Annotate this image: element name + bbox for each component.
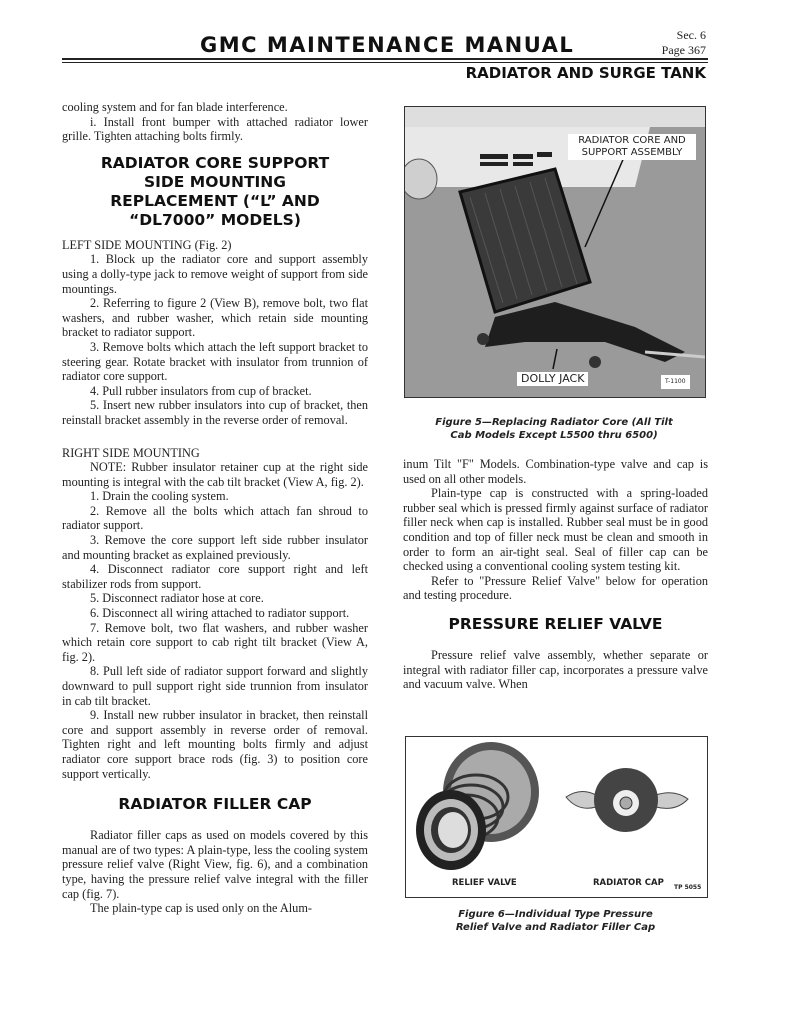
step: 1. Drain the cooling system. xyxy=(90,489,229,504)
step: 1. Block up the radiator core and support assembly using a dolly-type jack to remove weight of support from side mountings. xyxy=(62,252,368,296)
header-rule-thin xyxy=(62,62,708,63)
step: 2. Remove all the bolts which attach fan shroud to radiator support. xyxy=(62,503,368,533)
step: 9. Install new rubber insulator in bracket, then reinstall core and support assembly in reverse order of removal. Tighten right and left mounting bolts firmly and adjust radiator core support brace rods (fig. 3) to position core support vertically. xyxy=(62,708,368,781)
step: 7. Remove bolt, two flat washers, and rubber washer which retain core support to cab right tilt bracket (View A, fig. 2). xyxy=(62,620,368,664)
section-heading: RADIATOR CORE SUPPORT SIDE MOUNTING REPLACEMENT (“L” AND “DL7000” MODELS) xyxy=(100,153,330,229)
paragraph: Pressure relief valve assembly, whether separate or integral with radiator filler cap, incorporates a pressure valve and vacuum valve. When xyxy=(403,647,708,692)
label-radiator-cap: RADIATOR CAP xyxy=(589,876,668,890)
figure-code: TP 5055 xyxy=(670,881,705,895)
paragraph: i. Install front bumper with attached radiator lower grille. Tighten attaching bolts firmly. xyxy=(62,114,368,144)
paragraph: Plain-type cap is constructed with a spring-loaded rubber seal which is pressed firmly against surface of radiator filler neck when cap is installed. Rubber seal must be in good condition and top of filler neck must be clean and smooth in order to form an air-tight seal. Seal of filler cap can be checked using a conventional cooling system testing kit. xyxy=(403,486,708,574)
paragraph: The plain-type cap is used only on the Alum- xyxy=(90,901,312,916)
paragraph: Refer to "Pressure Relief Valve" below for operation and testing procedure. xyxy=(403,573,708,603)
callout-radiator-core: RADIATOR CORE AND SUPPORT ASSEMBLY xyxy=(568,134,696,160)
figure-5-caption: Figure 5—Replacing Radiator Core (All Tilt Cab Models Except L5500 thru 6500) xyxy=(435,417,673,441)
step: 5. Disconnect radiator hose at core. xyxy=(90,591,264,606)
paragraph: Radiator filler caps as used on models covered by this manual are of two types: A plain-type, less the cooling system pressure relief valve (Right View, fig. 6), and a combination type, having the pressure relief valve integral with the filler cap (fig. 7). xyxy=(62,828,368,901)
manual-title: GMC MAINTENANCE MANUAL xyxy=(200,33,575,57)
subheading: RIGHT SIDE MOUNTING xyxy=(62,445,200,460)
step: 3. Remove bolts which attach the left support bracket to steering gear. Rotate bracket with insulator from trunnion of radiator core support. xyxy=(62,339,368,384)
label-relief-valve: RELIEF VALVE xyxy=(448,876,521,890)
figure-5-photo xyxy=(404,106,706,398)
subheading: LEFT SIDE MOUNTING (Fig. 2) xyxy=(62,237,232,252)
note: NOTE: Rubber insulator retainer cup at the right side mounting is integral with the cab tilt bracket (View A, fig. 2). xyxy=(62,460,368,489)
step: 4. Pull rubber insulators from cup of bracket. xyxy=(90,383,312,398)
section-number: Sec. 6 xyxy=(676,28,706,42)
callout-dolly-jack: DOLLY JACK xyxy=(517,372,588,386)
step: 4. Disconnect radiator core support right and left stabilizer rods from support. xyxy=(62,562,368,591)
step: 8. Pull left side of radiator support forward and slightly downward to pull support right side trunnion from insulator in cab tilt bracket. xyxy=(62,664,368,708)
section-heading: RADIATOR FILLER CAP xyxy=(118,795,312,814)
paragraph: inum Tilt "F" Models. Combination-type valve and cap is used on all other models. xyxy=(403,457,708,486)
figure-code: T-1100 xyxy=(661,375,690,389)
step: 3. Remove the core support left side rubber insulator and mounting bracket as explained previously. xyxy=(62,533,368,562)
right-column-text xyxy=(403,457,708,692)
figure-6-photo xyxy=(405,736,708,898)
section-heading: PRESSURE RELIEF VALVE xyxy=(448,614,663,633)
paragraph: cooling system and for fan blade interference. xyxy=(62,100,288,114)
header-rule xyxy=(62,58,708,60)
step: 5. Insert new rubber insulators into cup of bracket, then reinstall bracket assembly in the reverse order of removal. xyxy=(62,398,368,427)
figure-6-caption: Figure 6—Individual Type Pressure Relief Valve and Radiator Filler Cap xyxy=(455,909,656,933)
relief-valve-and-cap-illustration xyxy=(406,737,707,897)
chapter-title: RADIATOR AND SURGE TANK xyxy=(465,64,706,82)
left-column xyxy=(62,100,368,916)
step: 2. Referring to figure 2 (View B), remove bolt, two flat washers, and rubber washer, which retain side mounting bracket to radiator support. xyxy=(62,296,368,340)
step: 6. Disconnect all wiring attached to radiator support. xyxy=(90,606,350,621)
page-ref xyxy=(662,28,706,58)
page-number: Page 367 xyxy=(661,43,706,57)
